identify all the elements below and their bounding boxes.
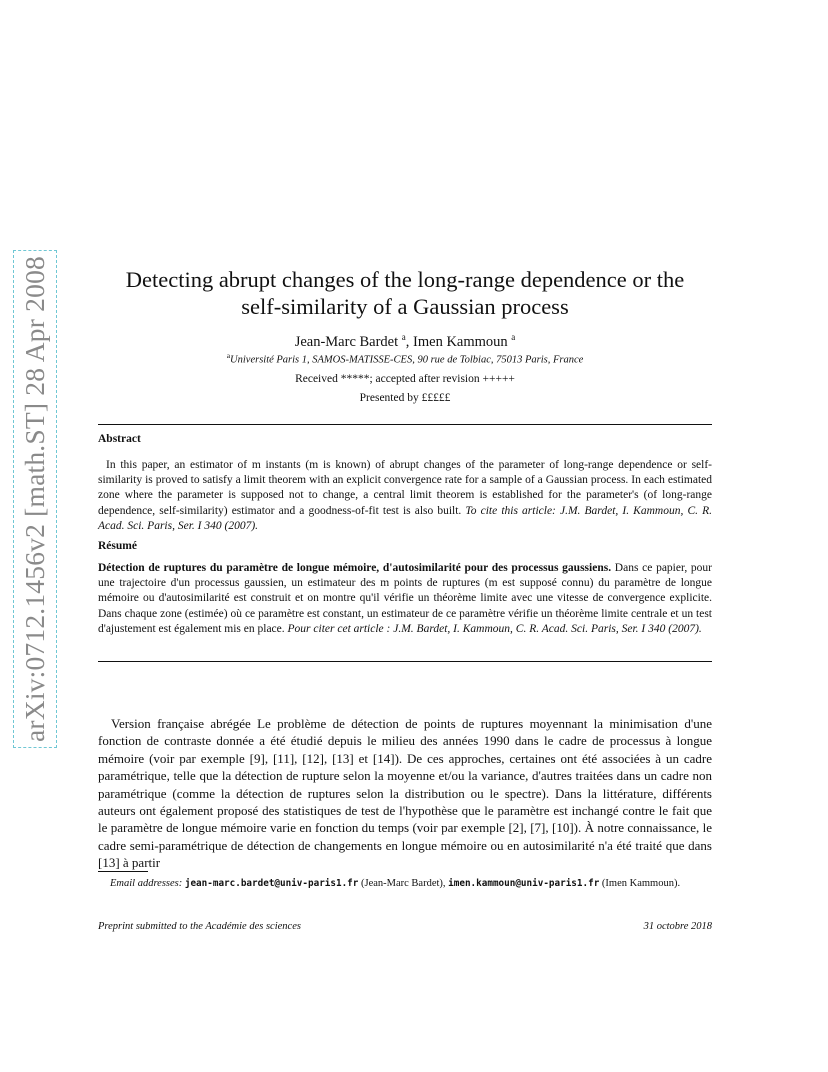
email-label: Email addresses:	[110, 878, 183, 889]
authors	[98, 328, 712, 351]
preprint-note: Preprint submitted to the Académie des sciences	[98, 921, 301, 932]
author-affiliation-mark: a	[401, 332, 406, 342]
abstract-citation: To cite this article: J.M. Bardet, I. Kammoun, C. R. Acad. Sci. Paris, Ser. I 340 (2007).	[98, 504, 712, 532]
resume-body: Dans ce papier, pour une trajectoire d'un processus gaussien, un estimateur des m points de ruptures (m est supposé connu) du paramètre de longue mémoire ou d'autosimilarité est construit et on montre qu'il vérifie un théorème limite avec une vitesse de convergence explicite. Dans chaque zone (estimée) où ce paramètre est constant, un estimateur de ce paramètre vérifie un théorème limite centrale et un test d'ajustement est également mis en place.	[98, 562, 713, 635]
affiliation	[98, 349, 712, 368]
top-rule	[98, 424, 712, 425]
title-line-1: Detecting abrupt changes of the long-range dependence or the	[125, 267, 685, 292]
resume-heading: Résumé	[98, 540, 137, 552]
abstract-body: In this paper, an estimator of m instants (m is known) of abrupt changes of the parameter of long-range dependence or self-similarity is proved to satisfy a limit theorem with an explicit convergence rate for a sample of a Gaussian process. In each estimated zone where the parameter is supposed not to change, a central limit theorem is established for the parameter's (of long-range dependence, self-similarity) estimator and a goodness-of-fit test is also built.	[98, 459, 712, 517]
author-name: Jean-Marc Bardet	[294, 333, 399, 350]
paper-title	[98, 266, 712, 320]
bottom-rule	[98, 661, 712, 662]
author-affiliation-mark: a	[511, 332, 516, 342]
received-line: Received *****; accepted after revision +++++	[295, 373, 515, 385]
resume-citation: Pour citer cet article : J.M. Bardet, I. Kammoun, C. R. Acad. Sci. Paris, Ser. I 340 (2007).	[287, 622, 702, 635]
abstract-heading: Abstract	[98, 433, 141, 445]
title-line-2: self-similarity of a Gaussian process	[241, 294, 569, 319]
email-owner: (Imen Kammoun).	[601, 878, 681, 889]
presented-line: Presented by £££££	[359, 392, 451, 404]
affiliation-text: Université Paris 1, SAMOS-MATISSE-CES, 90 rue de Tolbiac, 75013 Paris, France	[230, 354, 584, 366]
arxiv-identifier: arXiv:0712.1456v2 [math.ST] 28 Apr 2008	[19, 256, 51, 742]
email-owner: (Jean-Marc Bardet),	[361, 878, 446, 889]
arxiv-stamp	[13, 250, 57, 748]
resume-text	[98, 561, 712, 637]
footer-date: 31 octobre 2018	[643, 921, 712, 932]
footnote-rule	[98, 871, 148, 872]
email-link[interactable]: imen.kammoun@univ-paris1.fr	[448, 878, 600, 889]
footnote	[98, 877, 712, 891]
abstract-text	[98, 458, 712, 534]
body-paragraph: Version française abrégée Le problème de détection de points de ruptures moyennant la minimisation d'une fonction de contraste donnée a été étudié depuis le milieu des années 1990 dans le cadre de processus à longue mémoire (voir par exemple [9], [11], [12], [13] et [14]). De ces approches, certaines ont été associées à un cadre paramétrique, telle que la détection de rupture selon la moyenne et/ou la variance, d'autres traitées dans un cadre non paramétrique (comme la détection de ruptures selon la distribution ou le spectre). Dans la littérature, différents auteurs ont également proposé des statistiques de test de l'hypothèse que le paramètre est inchangé contre le fait que le paramètre de longue mémoire varie en fonction du temps (voir par exemple [2], [7], [10]). À notre connaissance, le cadre semi-paramétrique de détection de changements en longue mémoire ou en autosimilarité n'a été traité que dans [13] à partir	[98, 716, 712, 871]
author-separator: ,	[405, 333, 414, 350]
author-name: Imen Kammoun	[413, 333, 508, 350]
resume-title: Détection de ruptures du paramètre de longue mémoire, d'autosimilarité pour des processus gaussiens.	[98, 562, 612, 574]
affiliation-mark: a	[226, 351, 231, 360]
page-footer	[98, 921, 712, 932]
email-link[interactable]: jean-marc.bardet@univ-paris1.fr	[184, 878, 359, 889]
